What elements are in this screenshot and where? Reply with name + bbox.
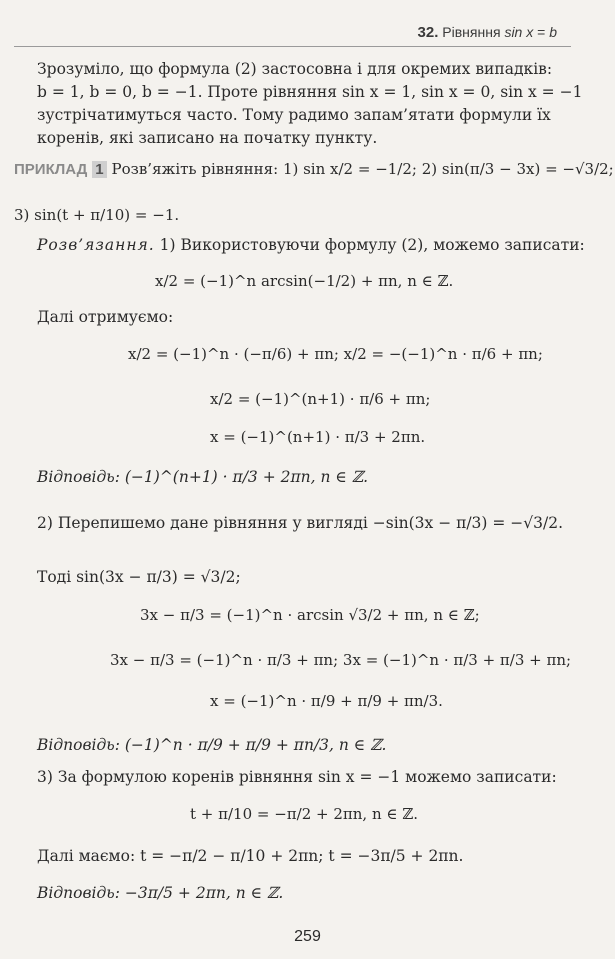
example-heading — [14, 160, 614, 178]
part-2-then: Тоді sin(3x − π/3) = √3/2; — [37, 568, 241, 586]
intro-line-2: b = 1, b = 0, b = −1. Проте рівняння sin x = 1, sin x = 0, sin x = −1 — [37, 83, 583, 101]
equation-7: x = (−1)^n · π/9 + π/9 + πn/3. — [210, 692, 443, 710]
example-task-3: 3) sin(t + π/10) = −1. — [14, 206, 180, 224]
equation-5: 3x − π/3 = (−1)^n · arcsin √3/2 + πn, n ∈ ℤ; — [140, 606, 480, 624]
intro-line-3: зустрічатимуться часто. Тому радимо запам’ятати формули їх — [37, 106, 551, 124]
equation-6: 3x − π/3 = (−1)^n · π/3 + πn; 3x = (−1)^n · π/3 + π/3 + πn; — [110, 651, 572, 669]
part-2-intro: 2) Перепишемо дане рівняння у вигляді −sin(3x − π/3) = −√3/2. — [37, 514, 564, 532]
header-rule — [14, 46, 571, 47]
equation-8: t + π/10 = −π/2 + 2πn, n ∈ ℤ. — [190, 805, 418, 823]
part-3-intro: 3) За формулою коренів рівняння sin x = −1 можемо записати: — [37, 768, 557, 786]
intro-line-4: коренів, які записано на початку пункту. — [37, 129, 378, 147]
example-number: 1 — [92, 161, 106, 178]
example-label: ПРИКЛАД — [14, 161, 88, 178]
equation-3: x/2 = (−1)^(n+1) · π/6 + πn; — [210, 390, 431, 408]
running-header: 32. Рівняння sin x = b — [417, 24, 557, 41]
page-number: 259 — [294, 928, 321, 945]
answer-1: Відповідь: (−1)^(n+1) · π/3 + 2πn, n ∈ ℤ. — [37, 468, 369, 486]
part-3-further: Далі маємо: t = −π/2 − π/10 + 2πn; t = −3π/5 + 2πn. — [37, 847, 464, 865]
further-text: Далі отримуємо: — [37, 308, 174, 326]
equation-1: x/2 = (−1)^n arcsin(−1/2) + πn, n ∈ ℤ. — [155, 272, 454, 290]
answer-3: Відповідь: −3π/5 + 2πn, n ∈ ℤ. — [37, 884, 284, 902]
solution-intro-text: 1) Використовуючи формулу (2), можемо записати: — [159, 236, 585, 254]
solution-label: Розв’язання. — [37, 236, 155, 254]
solution-intro — [37, 234, 585, 257]
section-number: 32. — [417, 24, 439, 41]
equation-4: x = (−1)^(n+1) · π/3 + 2πn. — [210, 428, 426, 446]
equation-2: x/2 = (−1)^n · (−π/6) + πn; x/2 = −(−1)^n · π/6 + πn; — [128, 345, 543, 363]
intro-line-1: Зрозуміло, що формула (2) застосовна і для окремих випадків: — [37, 60, 553, 78]
example-task: Розв’яжіть рівняння: 1) sin x/2 = −1/2; 2) sin(π/3 − 3x) = −√3/2; — [111, 160, 614, 178]
answer-2: Відповідь: (−1)^n · π/9 + π/9 + πn/3, n ∈ ℤ. — [37, 736, 387, 754]
